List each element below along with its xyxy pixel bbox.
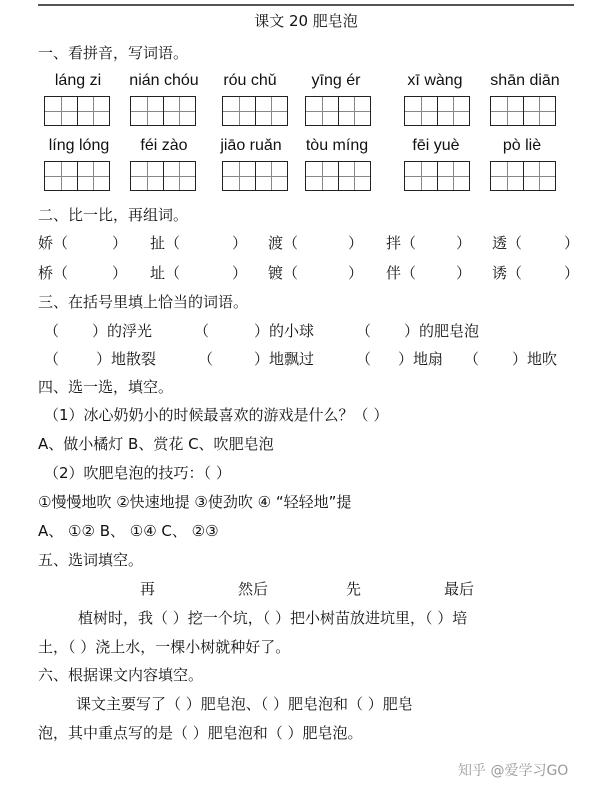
compare-close: ）: [112, 234, 128, 252]
section1-heading: 一、看拼音，写词语。: [38, 44, 189, 62]
fill-sentence: 土，（ ）浇上水，一棵小树就种好了。: [38, 638, 291, 656]
pinyin-2-6: pò liè: [502, 137, 542, 154]
pinyin-2-1: líng lóng: [48, 137, 110, 154]
pinyin-1-6: shān diān: [490, 72, 560, 89]
fill-phrase: ）地散裂: [96, 350, 157, 368]
compare-item: 渡（: [268, 234, 299, 252]
fill-sentence: 课文主要写了（ ）肥皂泡、（ ）肥皂泡和（ ）肥皂: [76, 695, 413, 713]
fill-open: （: [356, 350, 372, 368]
compare-close: ）: [232, 264, 248, 282]
word-choice: 然后: [238, 580, 269, 598]
compare-item: 桥（: [38, 264, 69, 282]
fill-phrase: ）地飘过: [254, 350, 315, 368]
compare-item: 镀（: [268, 264, 299, 282]
pinyin-2-3: jiāo ruǎn: [220, 137, 282, 154]
writing-grid[interactable]: [44, 161, 110, 191]
compare-close: ）: [348, 264, 364, 282]
compare-close: ）: [564, 264, 580, 282]
compare-close: ）: [456, 264, 472, 282]
writing-grid[interactable]: [404, 96, 470, 126]
compare-close: ）: [232, 234, 248, 252]
pinyin-1-2: nián chóu: [129, 72, 199, 89]
compare-item: 拌（: [386, 234, 417, 252]
question-2-options: A、 ①② B、 ①④ C、 ②③: [38, 522, 219, 540]
top-rule: [38, 4, 574, 6]
fill-open: （: [194, 322, 210, 340]
fill-open: （: [44, 322, 60, 340]
fill-phrase: ）的浮光: [92, 322, 153, 340]
compare-close: ）: [348, 234, 364, 252]
writing-grid[interactable]: [44, 96, 110, 126]
fill-open: （: [198, 350, 214, 368]
fill-sentence: 泡，其中重点写的是（ ）肥皂泡和（ ）肥皂泡。: [38, 724, 363, 742]
writing-grid[interactable]: [490, 96, 556, 126]
pinyin-2-2: féi zào: [140, 137, 188, 154]
word-choice: 再: [140, 580, 156, 598]
compare-item: 扯（: [150, 234, 181, 252]
pinyin-2-5: fēi yuè: [412, 137, 460, 154]
fill-open: （: [464, 350, 480, 368]
writing-grid[interactable]: [305, 96, 371, 126]
fill-phrase: ）的肥皂泡: [404, 322, 480, 340]
fill-open: （: [356, 322, 372, 340]
fill-phrase: ）地扇: [398, 350, 444, 368]
section3-heading: 三、在括号里填上恰当的词语。: [38, 293, 249, 311]
fill-phrase: ）的小球: [254, 322, 315, 340]
section4-heading: 四、选一选，填空。: [38, 378, 174, 396]
compare-item: 娇（: [38, 234, 69, 252]
section2-heading: 二、比一比，再组词。: [38, 206, 189, 224]
question-1: （1）冰心奶奶小的时候最喜欢的游戏是什么？（ ）: [44, 406, 389, 424]
writing-grid[interactable]: [490, 161, 556, 191]
writing-grid[interactable]: [404, 161, 470, 191]
pinyin-1-3: róu chǔ: [223, 72, 277, 89]
compare-item: 透（: [492, 234, 523, 252]
section5-heading: 五、选词填空。: [38, 551, 144, 569]
question-1-options: A、做小橘灯 B、赏花 C、吹肥皂泡: [38, 435, 274, 453]
compare-close: ）: [112, 264, 128, 282]
pinyin-1-4: yīng ér: [311, 72, 361, 89]
writing-grid[interactable]: [305, 161, 371, 191]
writing-grid[interactable]: [222, 161, 288, 191]
fill-open: （: [44, 350, 60, 368]
pinyin-1-1: láng zi: [54, 72, 102, 89]
watermark: 知乎 @爱学习GO: [458, 763, 569, 779]
compare-item: 址（: [150, 264, 181, 282]
question-2-items: ①慢慢地吹 ②快速地提 ③使劲吹 ④ “轻轻地”提: [38, 493, 352, 511]
word-choice: 最后: [444, 580, 475, 598]
compare-close: ）: [456, 234, 472, 252]
question-2: （2）吹肥皂泡的技巧：（ ）: [44, 464, 231, 482]
pinyin-1-5: xī wàng: [407, 72, 463, 89]
fill-phrase: ）地吹: [512, 350, 558, 368]
writing-grid[interactable]: [130, 96, 196, 126]
fill-sentence: 植树时，我（ ）挖一个坑，（ ）把小树苗放进坑里，（ ）培: [78, 609, 468, 627]
compare-item: 诱（: [492, 264, 523, 282]
compare-close: ）: [564, 234, 580, 252]
section6-heading: 六、根据课文内容填空。: [38, 666, 204, 684]
writing-grid[interactable]: [222, 96, 288, 126]
writing-grid[interactable]: [130, 161, 196, 191]
pinyin-2-4: tòu míng: [305, 137, 369, 154]
page-title: 课文 20 肥皂泡: [254, 12, 358, 30]
word-choice: 先: [346, 580, 362, 598]
compare-item: 伴（: [386, 264, 417, 282]
